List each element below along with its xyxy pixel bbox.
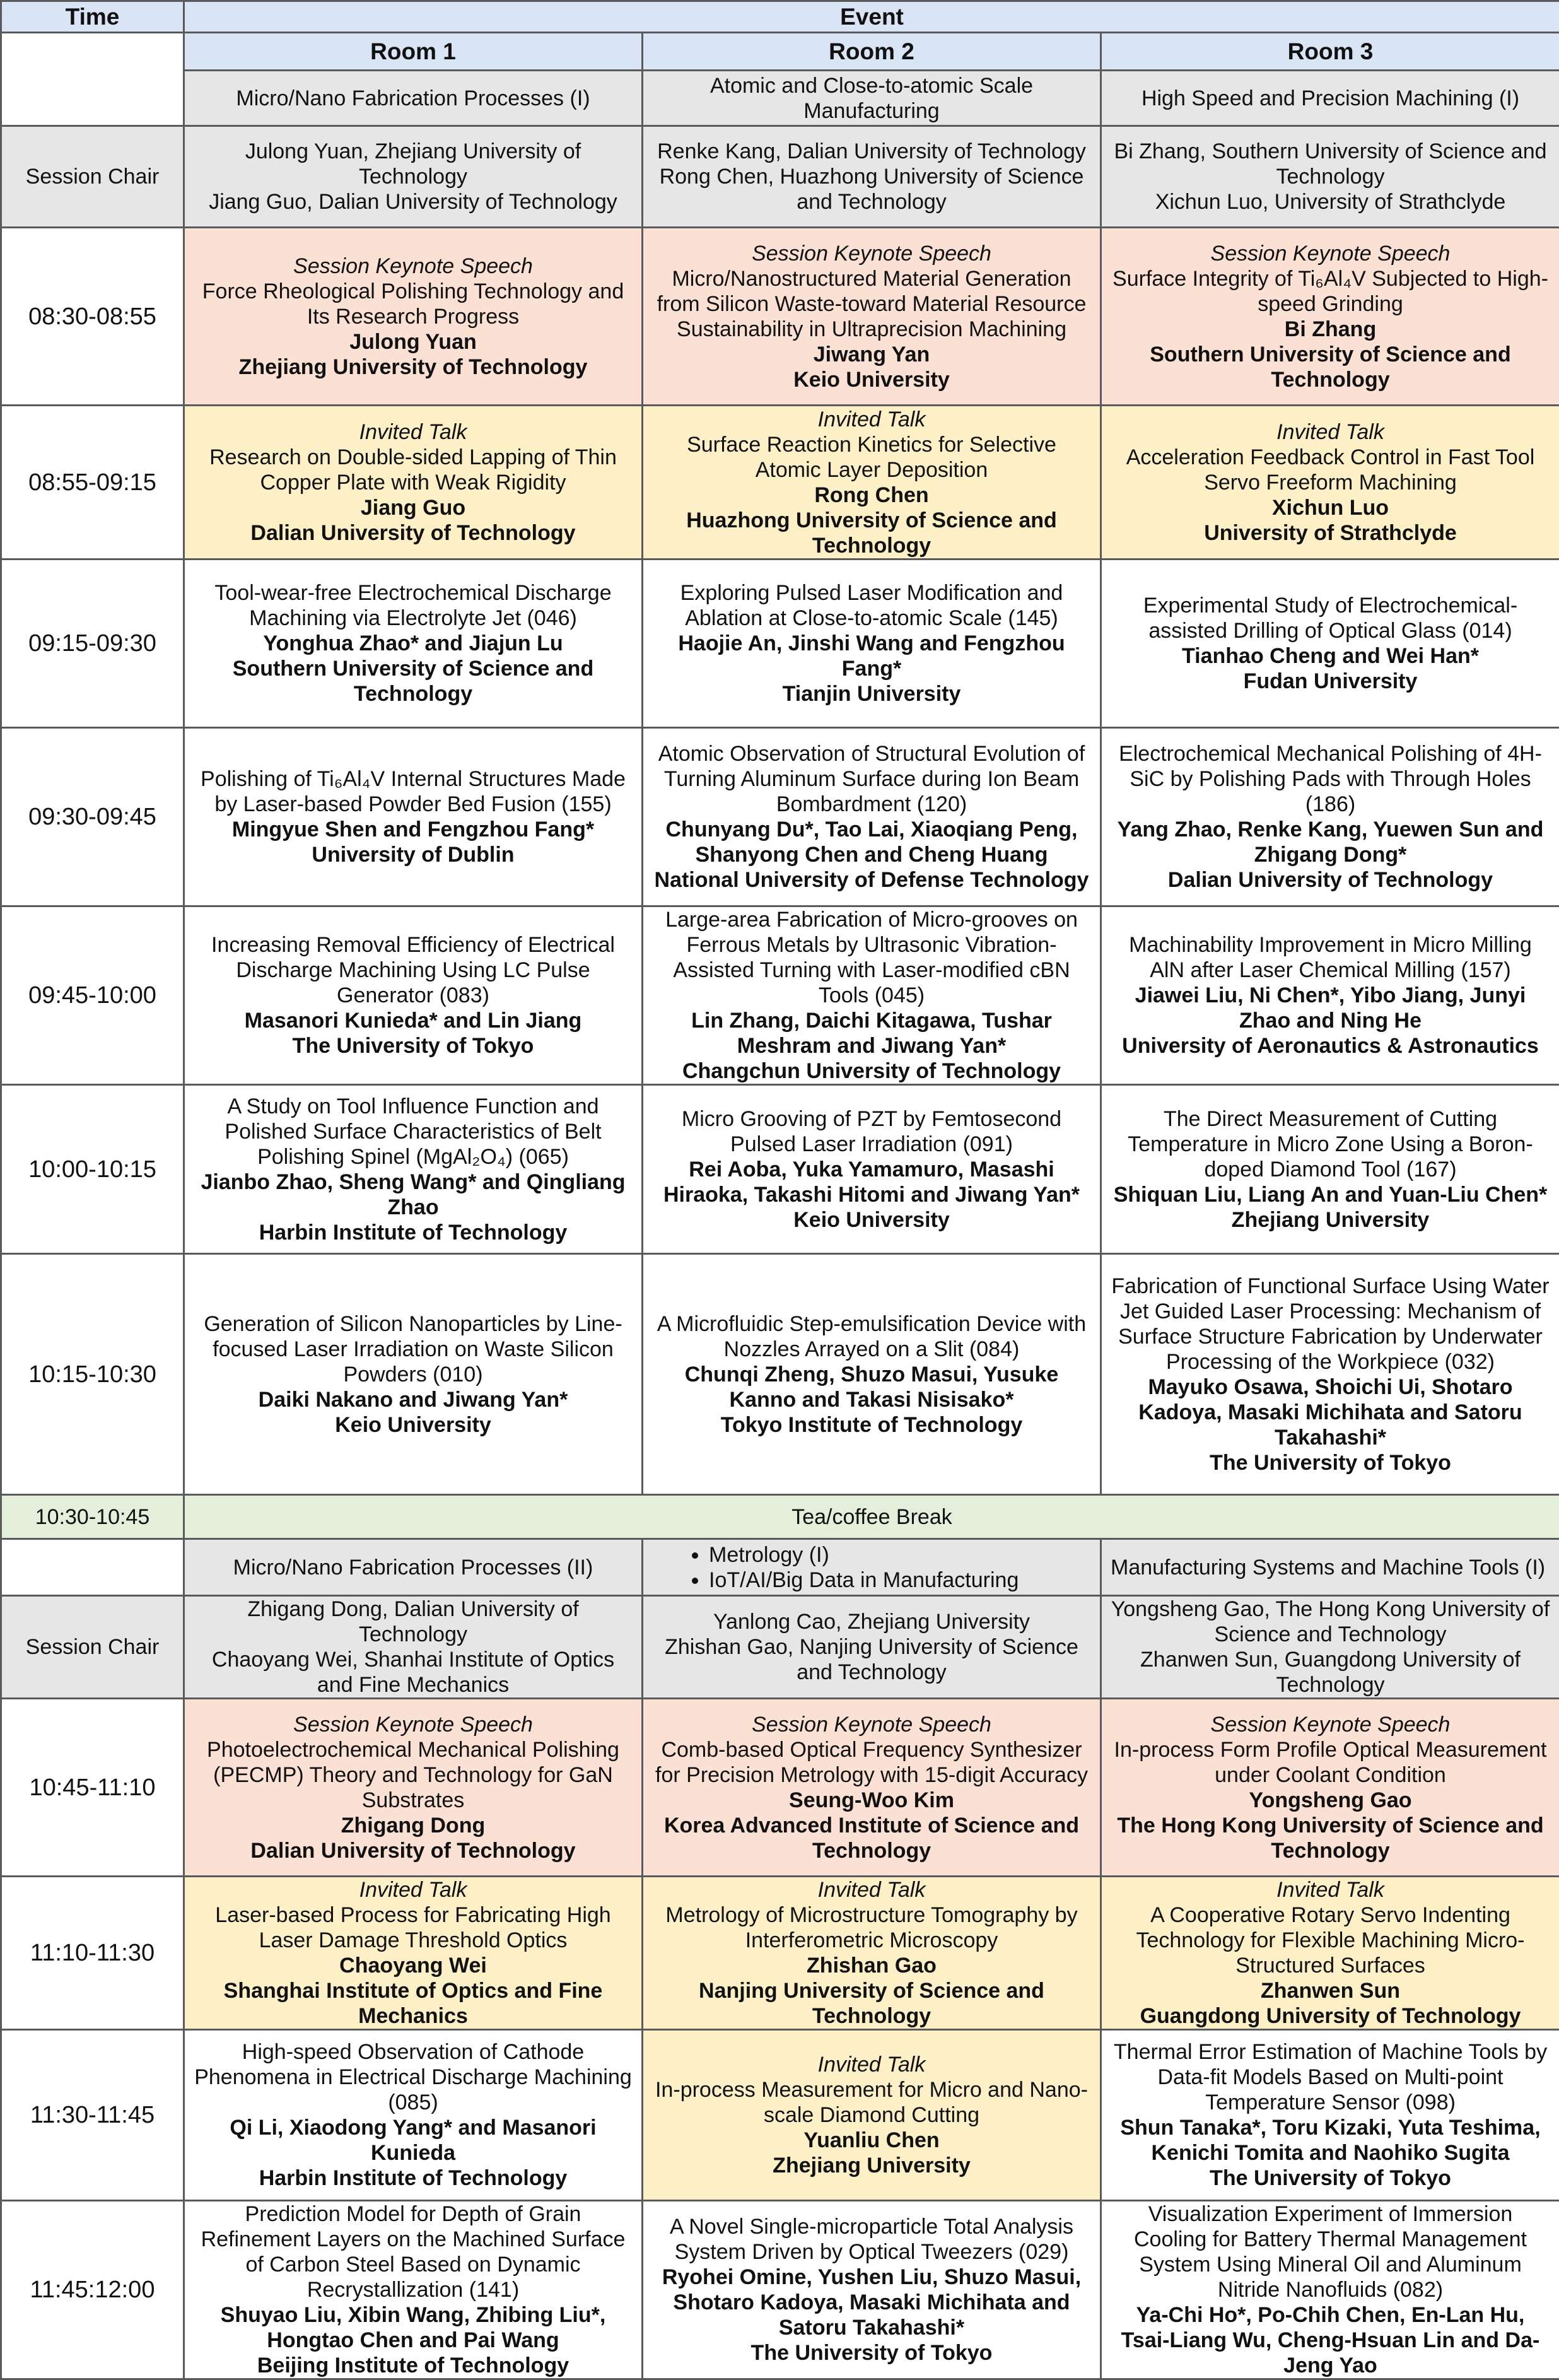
slot-time: 11:10-11:30 (1, 1877, 184, 2030)
talk-cell-room-3 (1101, 906, 1559, 1085)
talk-speakers: Seung-Woo Kim (652, 1788, 1091, 1813)
morning-topic-row (1, 71, 1559, 126)
talk-cell-room-2 (643, 228, 1101, 406)
talk-affiliation: Beijing Institute of Technology (194, 2353, 633, 2378)
slot-time: 10:45-11:10 (1, 1699, 184, 1877)
talk-title: Experimental Study of Electrochemical-assisted Drilling of Optical Glass (014) (1111, 593, 1550, 643)
blank-time-cell (1, 1539, 184, 1596)
talk-speakers: Xichun Luo (1111, 495, 1550, 520)
talk-speakers: Shuyao Liu, Xibin Wang, Zhibing Liu*, Hongtao Chen and Pai Wang (194, 2302, 633, 2353)
topic-item: • IoT/AI/Big Data in Manufacturing (709, 1568, 1091, 1593)
talk-affiliation: Guangdong University of Technology (1111, 2003, 1550, 2029)
talk-cell-room-1 (184, 1877, 643, 2030)
talk-cell-room-2 (643, 1085, 1101, 1254)
talk-title: Research on Double-sided Lapping of Thin Copper Plate with Weak Rigidity (194, 445, 633, 495)
talk-affiliation: The University of Tokyo (1111, 2166, 1550, 2191)
talk-cell-room-1 (184, 2030, 643, 2201)
talk-affiliation: Nanjing University of Science and Technology (652, 1978, 1091, 2029)
talk-title: Electrochemical Mechanical Polishing of 4H-SiC by Polishing Pads with Through Holes (186) (1111, 741, 1550, 817)
talk-title: Increasing Removal Efficiency of Electrical Discharge Machining Using LC Pulse Generator (083) (194, 932, 633, 1008)
session-chair-room-1 (184, 126, 643, 228)
slot-time: 11:45:12:00 (1, 2201, 184, 2379)
talk-title: Micro/Nanostructured Material Generation from Silicon Waste-toward Material Resource Sustainability in Ultraprecision Machining (652, 266, 1091, 342)
time-header: Time (1, 1, 184, 33)
talk-affiliation: The Hong Kong University of Science and Technology (1111, 1813, 1550, 1863)
talk-speakers: Shiquan Liu, Liang An and Yuan-Liu Chen* (1111, 1182, 1550, 1207)
talk-type: Session Keynote Speech (652, 241, 1091, 266)
talk-affiliation: Southern University of Science and Technology (1111, 342, 1550, 392)
talk-type: Session Keynote Speech (194, 254, 633, 279)
talk-type: Invited Talk (1111, 1877, 1550, 1902)
talk-affiliation: Korea Advanced Institute of Science and Technology (652, 1813, 1091, 1863)
header-row (1, 1, 1559, 33)
talk-cell-room-2 (643, 906, 1101, 1085)
talk-title: Tool-wear-free Electrochemical Discharge Machining via Electrolyte Jet (046) (194, 580, 633, 631)
talk-affiliation: Tianjin University (652, 681, 1091, 706)
talk-affiliation: University of Strathclyde (1111, 520, 1550, 546)
talk-title: Laser-based Process for Fabricating High Laser Damage Threshold Optics (194, 1902, 633, 1953)
talk-cell-room-3 (1101, 1699, 1559, 1877)
talk-title: Visualization Experiment of Immersion Cooling for Battery Thermal Management System Using Mineral Oil and Aluminum Nitride Nanofluids (082) (1111, 2201, 1550, 2302)
talk-type: Invited Talk (194, 1877, 633, 1902)
talk-title: Machinability Improvement in Micro Milling AlN after Laser Chemical Milling (157) (1111, 932, 1550, 983)
rooms-row (1, 33, 1559, 71)
chair-name: Rong Chen, Huazhong University of Science and Technology (652, 164, 1091, 214)
talk-title: Polishing of Ti₆Al₄V Internal Structures Made by Laser-based Powder Bed Fusion (155) (194, 766, 633, 817)
talk-affiliation: Harbin Institute of Technology (194, 2166, 633, 2191)
talk-speakers: Qi Li, Xiaodong Yang* and Masanori Kunieda (194, 2115, 633, 2166)
talk-cell-room-3 (1101, 560, 1559, 728)
talk-cell-room-2 (643, 406, 1101, 560)
talk-type: Session Keynote Speech (194, 1712, 633, 1737)
talk-title: The Direct Measurement of Cutting Temperature in Micro Zone Using a Boron-doped Diamond Tool (167) (1111, 1106, 1550, 1182)
talk-type: Invited Talk (652, 1877, 1091, 1902)
talk-cell-room-1 (184, 2201, 643, 2379)
talk-type: Session Keynote Speech (1111, 241, 1550, 266)
slot-time: 10:15-10:30 (1, 1254, 184, 1495)
slot-time: 08:55-09:15 (1, 406, 184, 560)
talk-type: Invited Talk (652, 2052, 1091, 2077)
chair-name: Zhishan Gao, Nanjing University of Science and Technology (652, 1634, 1091, 1685)
talk-speakers: Yonghua Zhao* and Jiajun Lu (194, 631, 633, 656)
talk-title: A Novel Single-microparticle Total Analysis System Driven by Optical Tweezers (029) (652, 2214, 1091, 2265)
slot-row (1, 728, 1559, 906)
talk-type: Session Keynote Speech (652, 1712, 1091, 1737)
talk-affiliation: Changchun University of Technology (652, 1058, 1091, 1084)
break-time: 10:30-10:45 (1, 1495, 184, 1539)
chair-name: Yongsheng Gao, The Hong Kong University of Science and Technology (1111, 1597, 1550, 1647)
room-2-header: Room 2 (643, 33, 1101, 71)
talk-title: Atomic Observation of Structural Evolution of Turning Aluminum Surface during Ion Beam Bombardment (120) (652, 741, 1091, 817)
talk-speakers: Yuanliu Chen (652, 2128, 1091, 2153)
talk-title: Large-area Fabrication of Micro-grooves on Ferrous Metals by Ultrasonic Vibration-Assisted Turning with Laser-modified cBN Tools (045) (652, 907, 1091, 1008)
chair-name: Zhanwen Sun, Guangdong University of Technology (1111, 1647, 1550, 1697)
talk-cell-room-2 (643, 1254, 1101, 1495)
talk-speakers: Yang Zhao, Renke Kang, Yuewen Sun and Zhigang Dong* (1111, 817, 1550, 867)
session-topic-room-2 (643, 1539, 1101, 1596)
event-header: Event (184, 1, 1559, 33)
blank-time-cell (1, 33, 184, 126)
talk-affiliation: Zhejiang University (652, 2153, 1091, 2178)
talk-speakers: Zhigang Dong (194, 1813, 633, 1838)
talk-cell-room-3 (1101, 406, 1559, 560)
talk-title: Acceleration Feedback Control in Fast Tool Servo Freeform Machining (1111, 445, 1550, 495)
talk-title: Photoelectrochemical Mechanical Polishing (PECMP) Theory and Technology for GaN Substrates (194, 1737, 633, 1813)
slot-row (1, 906, 1559, 1085)
talk-speakers: Chunyang Du*, Tao Lai, Xiaoqiang Peng, Shanyong Chen and Cheng Huang (652, 817, 1091, 867)
talk-cell-room-3 (1101, 728, 1559, 906)
talk-affiliation: Keio University (652, 1207, 1091, 1233)
session-chair-room-1 (184, 1596, 643, 1699)
talk-affiliation: Dalian University of Technology (1111, 867, 1550, 893)
talk-affiliation: Keio University (194, 1412, 633, 1438)
topic-item: • Metrology (I) (709, 1542, 1091, 1568)
slot-row (1, 1699, 1559, 1877)
talk-cell-room-3 (1101, 2201, 1559, 2379)
talk-title: A Microfluidic Step-emulsification Device with Nozzles Arrayed on a Slit (084) (652, 1311, 1091, 1362)
talk-title: Thermal Error Estimation of Machine Tools by Data-fit Models Based on Multi-point Temperature Sensor (098) (1111, 2039, 1550, 2115)
schedule-body (1, 1, 1559, 2379)
late-chair-row (1, 1596, 1559, 1699)
talk-type: Invited Talk (652, 407, 1091, 432)
session-chair-room-3 (1101, 1596, 1559, 1699)
slot-row (1, 406, 1559, 560)
talk-title: In-process Measurement for Micro and Nano-scale Diamond Cutting (652, 2077, 1091, 2128)
talk-affiliation: Huazhong University of Science and Technology (652, 508, 1091, 558)
talk-affiliation: University of Aeronautics & Astronautics (1111, 1033, 1550, 1058)
talk-title: Prediction Model for Depth of Grain Refinement Layers on the Machined Surface of Carbon Steel Based on Dynamic Recrystallization (141) (194, 2201, 633, 2302)
talk-cell-room-2 (643, 2201, 1101, 2379)
room-1-header: Room 1 (184, 33, 643, 71)
session-chair-label: Session Chair (1, 1596, 184, 1699)
talk-title: Metrology of Microstructure Tomography by Interferometric Microscopy (652, 1902, 1091, 1953)
talk-cell-room-2 (643, 1877, 1101, 2030)
talk-speakers: Ya-Chi Ho*, Po-Chih Chen, En-Lan Hu, Tsai-Liang Wu, Cheng-Hsuan Lin and Da-Jeng Yao (1111, 2302, 1550, 2378)
talk-cell-room-3 (1101, 228, 1559, 406)
talk-speakers: Mayuko Osawa, Shoichi Ui, Shotaro Kadoya, Masaki Michihata and Satoru Takahashi* (1111, 1375, 1550, 1450)
chair-name: Chaoyang Wei, Shanhai Institute of Optics and Fine Mechanics (194, 1647, 633, 1697)
talk-speakers: Jianbo Zhao, Sheng Wang* and Qingliang Zhao (194, 1169, 633, 1220)
session-topic-room-1: Micro/Nano Fabrication Processes (I) (184, 71, 643, 126)
talk-speakers: Jiang Guo (194, 495, 633, 520)
talk-affiliation: Shanghai Institute of Optics and Fine Mechanics (194, 1978, 633, 2029)
talk-type: Invited Talk (1111, 419, 1550, 445)
slot-time: 09:15-09:30 (1, 560, 184, 728)
talk-cell-room-1 (184, 728, 643, 906)
morning-chair-row (1, 126, 1559, 228)
slot-time: 11:30-11:45 (1, 2030, 184, 2201)
talk-affiliation: Keio University (652, 367, 1091, 392)
session-chair-room-3 (1101, 126, 1559, 228)
session-chair-room-2 (643, 1596, 1101, 1699)
talk-type: Invited Talk (194, 419, 633, 445)
session-topic-room-2: Atomic and Close-to-atomic Scale Manufacturing (643, 71, 1101, 126)
talk-title: Surface Reaction Kinetics for Selective Atomic Layer Deposition (652, 432, 1091, 483)
talk-cell-room-2 (643, 728, 1101, 906)
slot-row (1, 1254, 1559, 1495)
chair-name: Xichun Luo, University of Strathclyde (1111, 189, 1550, 214)
talk-speakers: Masanori Kunieda* and Lin Jiang (194, 1008, 633, 1033)
talk-title: A Cooperative Rotary Servo Indenting Technology for Flexible Machining Micro-Structured Surfaces (1111, 1902, 1550, 1978)
talk-speakers: Chaoyang Wei (194, 1953, 633, 1978)
talk-affiliation: Dalian University of Technology (194, 520, 633, 546)
talk-speakers: Chunqi Zheng, Shuzo Masui, Yusuke Kanno and Takasi Nisisako* (652, 1362, 1091, 1412)
talk-speakers: Yongsheng Gao (1111, 1788, 1550, 1813)
talk-affiliation: National University of Defense Technology (652, 867, 1091, 893)
slot-row (1, 1877, 1559, 2030)
slot-row (1, 2201, 1559, 2379)
slot-row (1, 1085, 1559, 1254)
session-chair-room-2 (643, 126, 1101, 228)
talk-title: A Study on Tool Influence Function and Polished Surface Characteristics of Belt Polishing Spinel (MgAl₂O₄) (065) (194, 1094, 633, 1169)
talk-title: Fabrication of Functional Surface Using Water Jet Guided Laser Processing: Mechanism of Surface Structure Fabrication by Underwater Processing of the Workpiece (032) (1111, 1274, 1550, 1375)
talk-cell-room-3 (1101, 1085, 1559, 1254)
session-topic-room-3: Manufacturing Systems and Machine Tools (I) (1101, 1539, 1559, 1596)
slot-time: 09:30-09:45 (1, 728, 184, 906)
talk-speakers: Zhanwen Sun (1111, 1978, 1550, 2003)
talk-title: In-process Form Profile Optical Measurement under Coolant Condition (1111, 1737, 1550, 1788)
slot-time: 08:30-08:55 (1, 228, 184, 406)
talk-cell-room-3 (1101, 2030, 1559, 2201)
talk-affiliation: University of Dublin (194, 842, 633, 867)
talk-speakers: Shun Tanaka*, Toru Kizaki, Yuta Teshima, Kenichi Tomita and Naohiko Sugita (1111, 2115, 1550, 2166)
talk-cell-room-2 (643, 1699, 1101, 1877)
late-topic-row (1, 1539, 1559, 1596)
topic-list (652, 1542, 1091, 1593)
talk-cell-room-1 (184, 1085, 643, 1254)
session-topic-room-3: High Speed and Precision Machining (I) (1101, 71, 1559, 126)
slot-row (1, 2030, 1559, 2201)
talk-speakers: Jiawei Liu, Ni Chen*, Yibo Jiang, Junyi Zhao and Ning He (1111, 983, 1550, 1033)
slot-time: 09:45-10:00 (1, 906, 184, 1085)
talk-cell-room-1 (184, 1699, 643, 1877)
talk-title: Surface Integrity of Ti₆Al₄V Subjected to High-speed Grinding (1111, 266, 1550, 317)
talk-cell-room-1 (184, 560, 643, 728)
break-row (1, 1495, 1559, 1539)
chair-name: Julong Yuan, Zhejiang University of Technology (194, 139, 633, 189)
talk-title: Force Rheological Polishing Technology and Its Research Progress (194, 279, 633, 329)
talk-speakers: Julong Yuan (194, 329, 633, 355)
slot-row (1, 228, 1559, 406)
slot-row (1, 560, 1559, 728)
talk-speakers: Rei Aoba, Yuka Yamamuro, Masashi Hiraoka, Takashi Hitomi and Jiwang Yan* (652, 1157, 1091, 1207)
talk-speakers: Bi Zhang (1111, 317, 1550, 342)
talk-cell-room-2 (643, 560, 1101, 728)
room-3-header: Room 3 (1101, 33, 1559, 71)
talk-title: Micro Grooving of PZT by Femtosecond Pulsed Laser Irradiation (091) (652, 1106, 1091, 1157)
talk-type: Session Keynote Speech (1111, 1712, 1550, 1737)
talk-cell-room-1 (184, 1254, 643, 1495)
talk-affiliation: The University of Tokyo (194, 1033, 633, 1058)
talk-affiliation: Harbin Institute of Technology (194, 1220, 633, 1245)
talk-cell-room-1 (184, 406, 643, 560)
talk-affiliation: Tokyo Institute of Technology (652, 1412, 1091, 1438)
chair-name: Zhigang Dong, Dalian University of Technology (194, 1597, 633, 1647)
talk-speakers: Jiwang Yan (652, 342, 1091, 367)
talk-affiliation: Dalian University of Technology (194, 1838, 633, 1863)
break-label: Tea/coffee Break (184, 1495, 1559, 1539)
talk-affiliation: Southern University of Science and Technology (194, 656, 633, 706)
talk-affiliation: Fudan University (1111, 669, 1550, 694)
talk-cell-room-3 (1101, 1254, 1559, 1495)
session-topic-room-1: Micro/Nano Fabrication Processes (II) (184, 1539, 643, 1596)
talk-title: Exploring Pulsed Laser Modification and Ablation at Close-to-atomic Scale (145) (652, 580, 1091, 631)
chair-name: Yanlong Cao, Zhejiang University (652, 1609, 1091, 1634)
session-chair-label: Session Chair (1, 126, 184, 228)
talk-cell-room-1 (184, 228, 643, 406)
talk-speakers: Mingyue Shen and Fengzhou Fang* (194, 817, 633, 842)
talk-affiliation: Zhejiang University of Technology (194, 355, 633, 380)
talk-title: Generation of Silicon Nanoparticles by Line-focused Laser Irradiation on Waste Silicon Powders (010) (194, 1311, 633, 1387)
talk-affiliation: The University of Tokyo (652, 2340, 1091, 2365)
talk-speakers: Ryohei Omine, Yushen Liu, Shuzo Masui, Shotaro Kadoya, Masaki Michihata and Satoru Takahashi* (652, 2265, 1091, 2340)
talk-title: High-speed Observation of Cathode Phenomena in Electrical Discharge Machining (085) (194, 2039, 633, 2115)
talk-affiliation: The University of Tokyo (1111, 1450, 1550, 1475)
talk-cell-room-3 (1101, 1877, 1559, 2030)
talk-speakers: Tianhao Cheng and Wei Han* (1111, 643, 1550, 669)
slot-time: 10:00-10:15 (1, 1085, 184, 1254)
talk-speakers: Rong Chen (652, 483, 1091, 508)
talk-title: Comb-based Optical Frequency Synthesizer for Precision Metrology with 15-digit Accuracy (652, 1737, 1091, 1788)
talk-cell-room-2 (643, 2030, 1101, 2201)
talk-speakers: Daiki Nakano and Jiwang Yan* (194, 1387, 633, 1412)
chair-name: Renke Kang, Dalian University of Technology (652, 139, 1091, 164)
chair-name: Bi Zhang, Southern University of Science and Technology (1111, 139, 1550, 189)
talk-speakers: Lin Zhang, Daichi Kitagawa, Tushar Meshram and Jiwang Yan* (652, 1008, 1091, 1058)
talk-speakers: Haojie An, Jinshi Wang and Fengzhou Fang* (652, 631, 1091, 681)
talk-speakers: Zhishan Gao (652, 1953, 1091, 1978)
talk-affiliation: Zhejiang University (1111, 1207, 1550, 1233)
chair-name: Jiang Guo, Dalian University of Technology (194, 189, 633, 214)
talk-cell-room-1 (184, 906, 643, 1085)
